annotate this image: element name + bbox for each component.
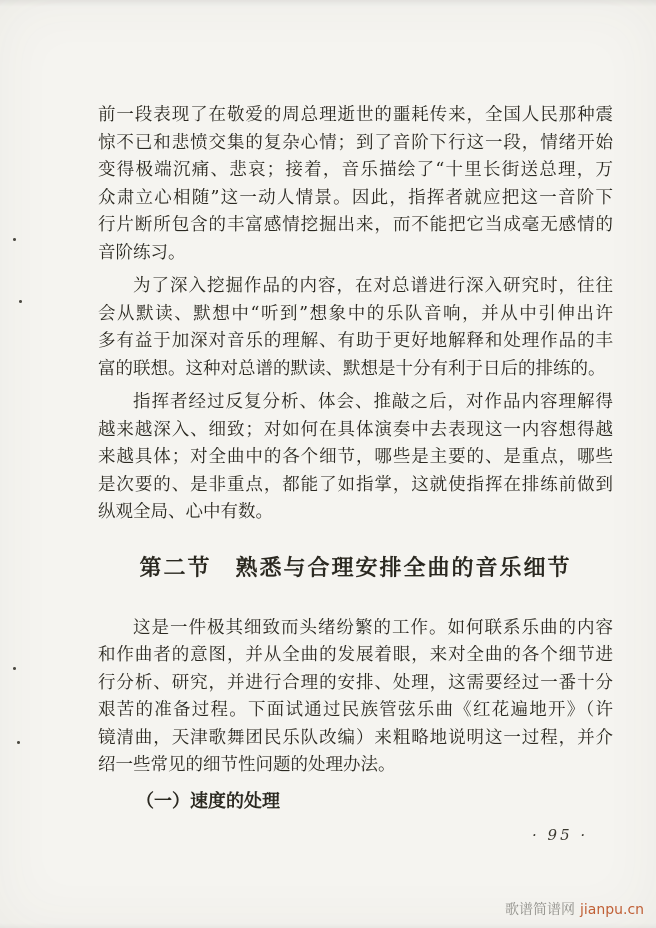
text-line: 镜清曲，天津歌舞团民乐队改编）来粗略地说明这一过程，并介 xyxy=(98,727,613,748)
text-line: 和作曲者的意图，并从全曲的发展着眼，来对全曲的各个细节进 xyxy=(98,645,613,665)
text-line: 行片断所包含的丰富感情挖掘出来，而不能把它当成毫无感情的 xyxy=(98,215,613,235)
text-line: 惊不已和悲愤交集的复杂心情；到了音阶下行这一段，情绪开始 xyxy=(98,132,613,153)
scan-speck xyxy=(17,741,20,744)
text-line: 变得极端沉痛、悲哀；接着，音乐描绘了“十里长街送总理，万 xyxy=(98,160,613,180)
text-line: 越来越深入、细致；对如何在具体演奏中去表现这一内容想得越 xyxy=(98,419,613,440)
text-line: 众肃立心相随”这一动人情景。因此，指挥者就应把这一音阶下 xyxy=(98,187,613,208)
section-heading: 第二节 熟悉与合理安排全曲的音乐细节 xyxy=(139,554,572,581)
text-line: 指挥者经过反复分析、体会、推敲之后，对作品内容理解得 xyxy=(133,392,613,412)
text-line: 为了深入挖掘作品的内容，在对总谱进行深入研究时，往往 xyxy=(133,276,613,296)
paragraph-2 xyxy=(98,273,613,383)
text-line: 纵观全局、心中有数。 xyxy=(98,502,273,522)
text-line: 是次要的、是非重点，都能了如指掌，这就使指挥在排练前做到 xyxy=(98,474,613,495)
text-line: 来越具体；对全曲中的各个细节，哪些是主要的、是重点，哪些 xyxy=(98,447,613,467)
page-text-block xyxy=(98,102,613,815)
page-number: · 95 · xyxy=(532,826,589,844)
text-line: 音阶练习。 xyxy=(98,242,186,263)
paragraph-4 xyxy=(98,615,613,780)
scan-speck xyxy=(13,667,16,670)
scan-speck xyxy=(19,300,22,303)
text-line: 富的联想。这种对总谱的默读、默想是十分有利于日后的排练的。 xyxy=(98,358,606,379)
paragraph-3 xyxy=(98,389,613,527)
text-line: 会从默读、默想中“听到”想象中的乐队音响，并从中引伸出许 xyxy=(98,303,613,324)
text-line: 艰苦的准备过程。下面试通过民族管弦乐曲《红花遍地开》（许 xyxy=(98,700,613,720)
text-line: 绍一些常见的细节性问题的处理办法。 xyxy=(98,755,396,775)
watermark-site-name: 歌谱简谱网 xyxy=(505,902,575,918)
text-line: 这是一件极其细致而头绪纷繁的工作。如何联系乐曲的内容 xyxy=(133,617,613,638)
watermark xyxy=(505,899,644,919)
text-line: 行分析、研究，并进行合理的安排、处理，这需要经过一番十分 xyxy=(98,672,613,693)
scan-speck xyxy=(13,238,16,241)
text-line: 多有益于加深对音乐的理解、有助于更好地解释和处理作品的丰 xyxy=(98,331,613,351)
subsection-heading: （一）速度的处理 xyxy=(136,790,280,812)
text-line: 前一段表现了在敬爱的周总理逝世的噩耗传来，全国人民那种震 xyxy=(98,105,613,125)
paragraph-1 xyxy=(98,102,613,267)
watermark-site-url: jianpu.cn xyxy=(580,902,645,918)
